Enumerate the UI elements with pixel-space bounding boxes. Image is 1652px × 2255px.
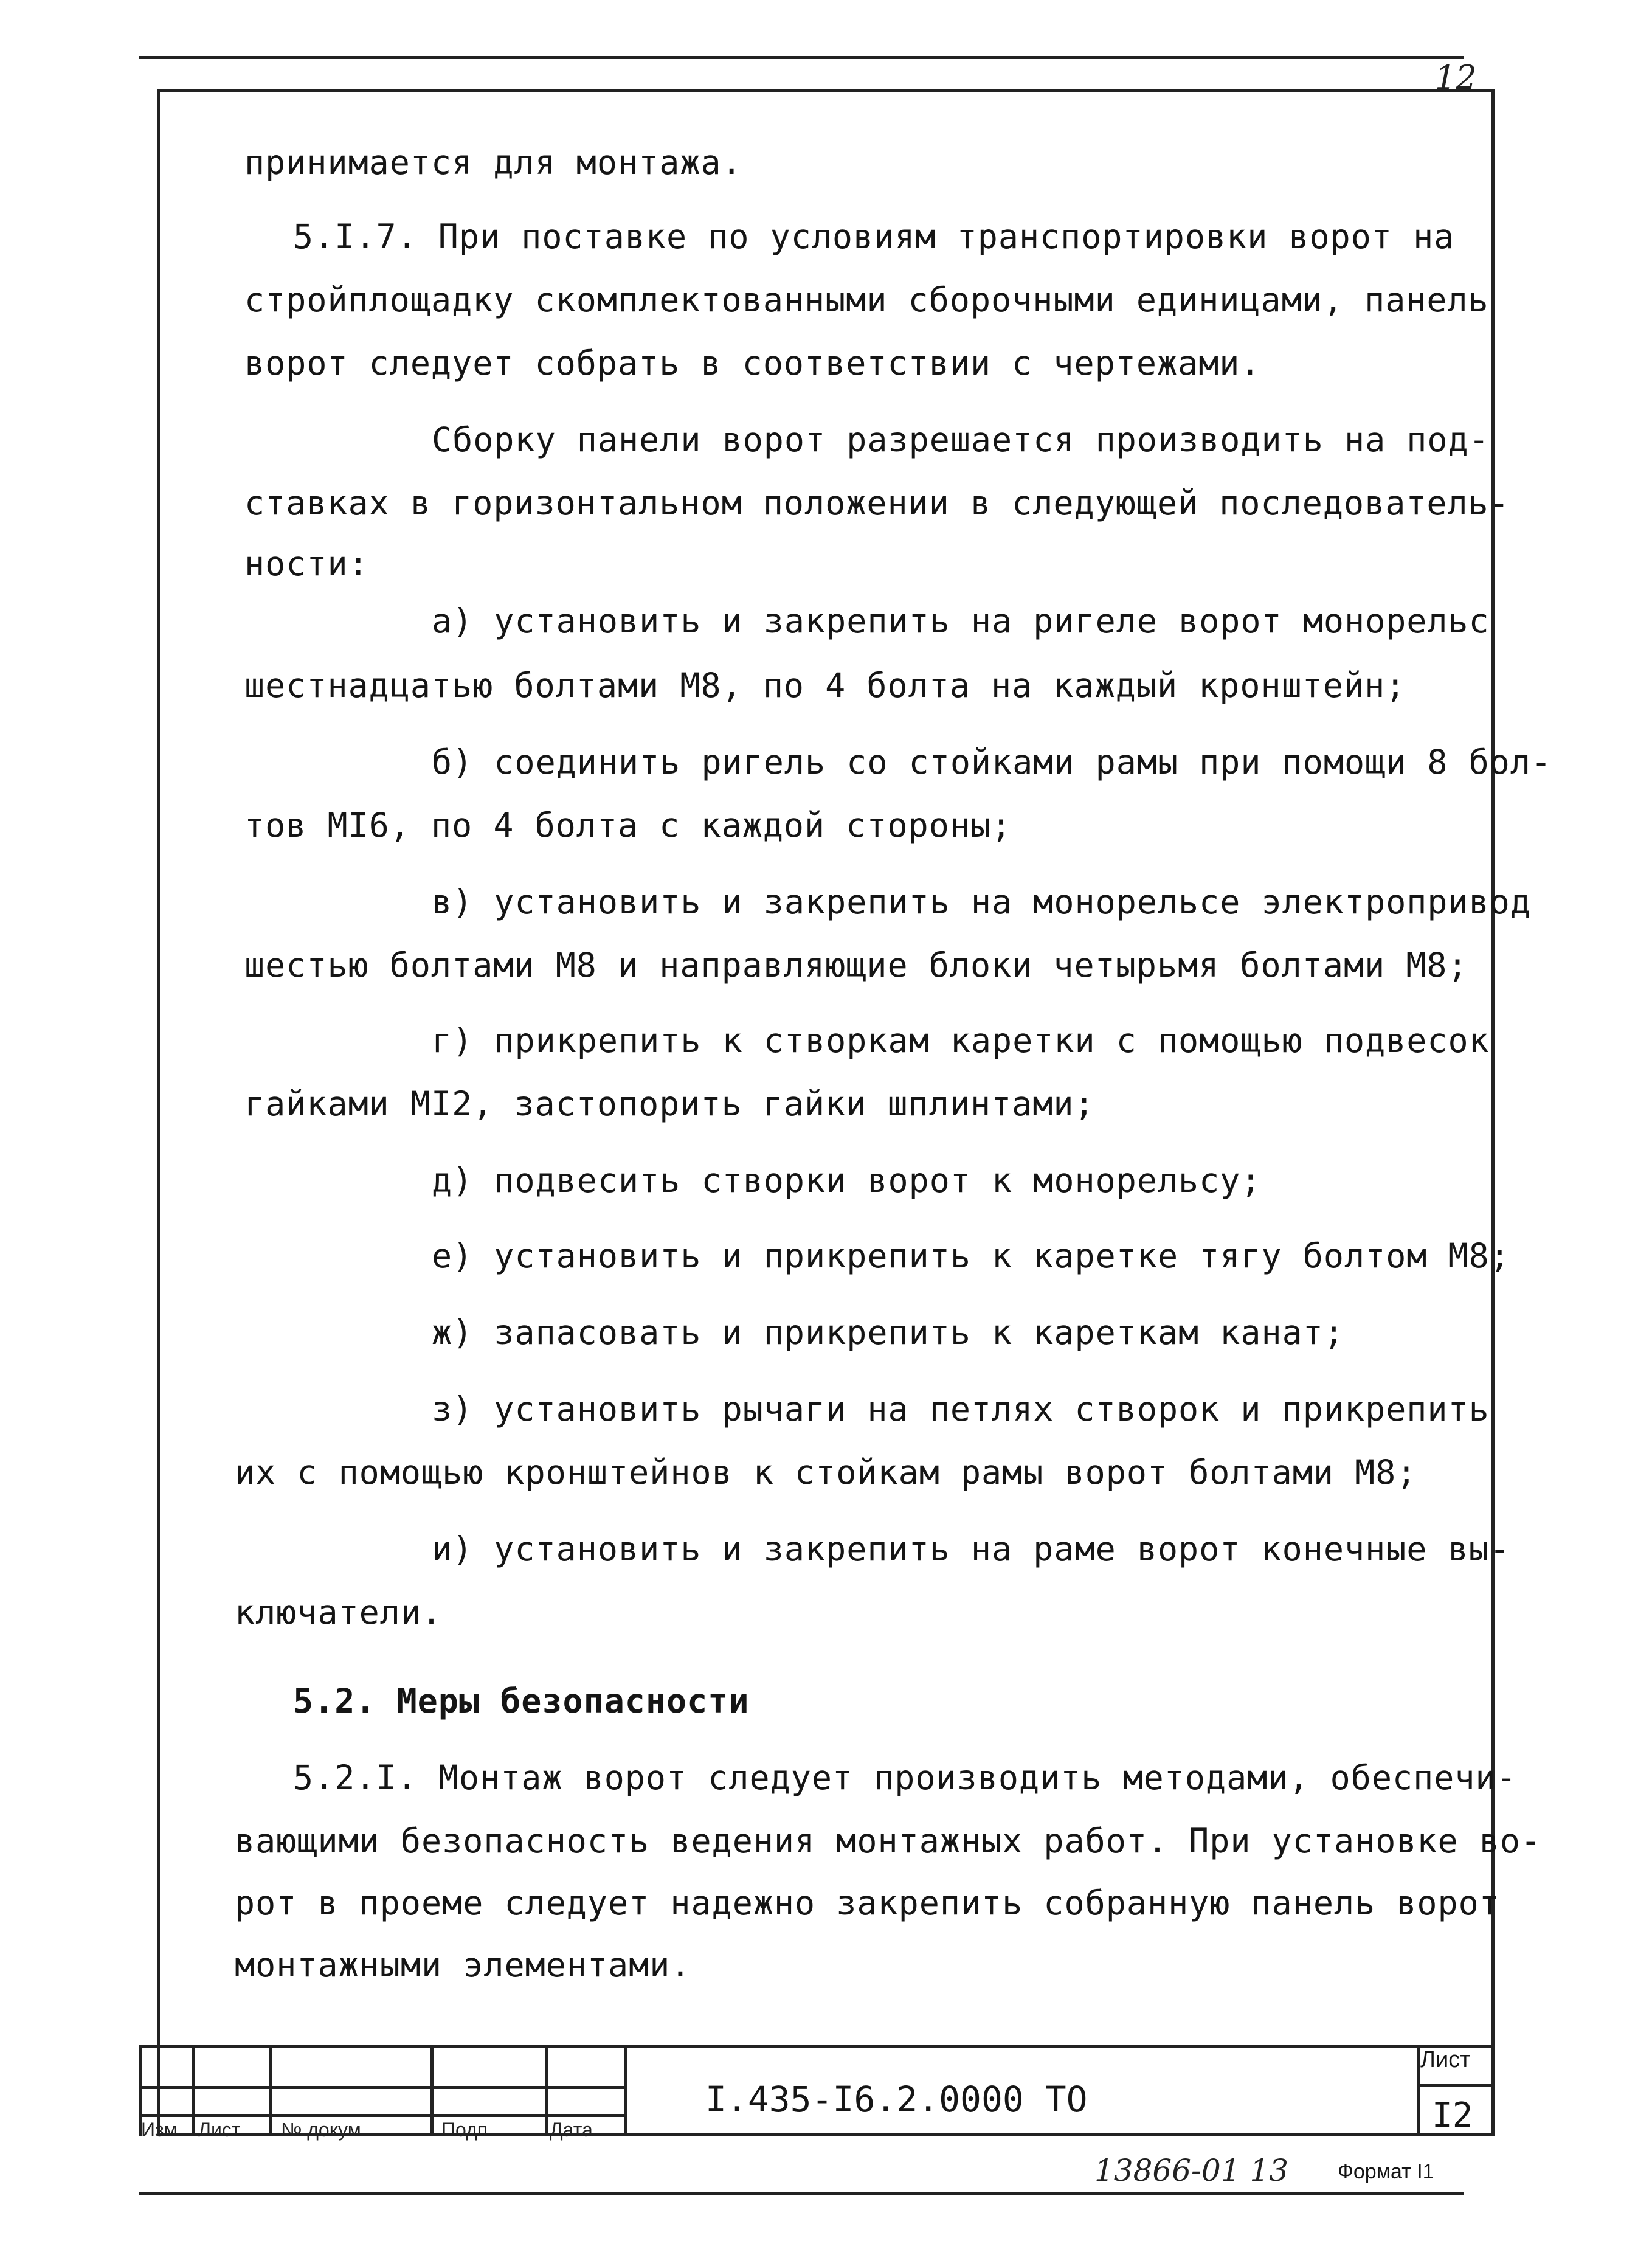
text-line: вающими безопасность ведения монтажных работ. При установке во- bbox=[235, 1821, 1542, 1860]
title-block-rule bbox=[139, 2086, 625, 2089]
title-block-label-sheet: Лист bbox=[198, 2119, 241, 2141]
bottom-rule bbox=[139, 2192, 1464, 2195]
text-line: монтажными элементами. bbox=[235, 1945, 691, 1984]
text-line: ности: bbox=[244, 544, 369, 583]
title-block-rule bbox=[1417, 2045, 1420, 2136]
title-block-rule bbox=[269, 2045, 272, 2136]
title-block-label-change: Изм bbox=[141, 2119, 178, 2141]
title-block-rule bbox=[192, 2045, 195, 2136]
text-line: 5.I.7. При поставке по условиям транспортировки ворот на bbox=[293, 217, 1455, 256]
text-line: их с помощью кронштейнов к стойкам рамы ворот болтами М8; bbox=[235, 1453, 1417, 1492]
sheet-label: Лист bbox=[1420, 2047, 1471, 2073]
title-block-rule bbox=[139, 2114, 625, 2117]
footer-code: 13866-01 13 bbox=[1094, 2153, 1289, 2188]
text-line: шестнадцатью болтами М8, по 4 болта на каждый кронштейн; bbox=[244, 666, 1406, 705]
top-rule bbox=[139, 56, 1464, 59]
text-line: а) установить и закрепить на ригеле ворот монорельс bbox=[432, 601, 1490, 640]
text-line: и) установить и закрепить на раме ворот конечные вы- bbox=[432, 1529, 1510, 1568]
page-corner-number: 12 bbox=[1435, 58, 1477, 97]
text-line: рот в проеме следует надежно закрепить собранную панель ворот bbox=[235, 1883, 1500, 1922]
text-line: з) установить рычаги на петлях створок и прикрепить bbox=[432, 1390, 1490, 1429]
footer-format: Формат I1 bbox=[1338, 2160, 1434, 2183]
text-line: г) прикрепить к створкам каретки с помощью подвесок bbox=[432, 1021, 1490, 1060]
text-line: стройплощадку скомплектованными сборочными единицами, панель bbox=[244, 280, 1489, 319]
title-block-rule bbox=[430, 2045, 434, 2136]
text-line: принимается для монтажа. bbox=[244, 143, 742, 182]
title-block-label-doc: № докум. bbox=[281, 2119, 367, 2141]
title-block-rule bbox=[624, 2045, 627, 2136]
document-number: I.435-I6.2.0000 ТО bbox=[705, 2079, 1088, 2120]
text-line: 5.2.I. Монтаж ворот следует производить методами, обеспечи- bbox=[293, 1758, 1517, 1797]
text-line: ключатели. bbox=[235, 1593, 443, 1632]
text-line: тов МI6, по 4 болта с каждой стороны; bbox=[244, 806, 1012, 845]
text-line: е) установить и прикрепить к каретке тягу болтом М8; bbox=[432, 1236, 1510, 1275]
text-line: б) соединить ригель со стойками рамы при помощи 8 бол- bbox=[432, 743, 1552, 781]
text-line: шестью болтами М8 и направляющие блоки четырьмя болтами М8; bbox=[244, 946, 1468, 985]
text-line: д) подвесить створки ворот к монорельсу; bbox=[432, 1161, 1262, 1200]
text-line: Сборку панели ворот разрешается производить на под- bbox=[432, 420, 1490, 459]
sheet-number: I2 bbox=[1432, 2096, 1473, 2135]
title-block-label-sign: Подп. bbox=[441, 2119, 493, 2141]
text-line: ставках в горизонтальном положении в следующей последователь- bbox=[244, 483, 1510, 522]
text-line: ворот следует собрать в соответствии с чертежами. bbox=[244, 344, 1261, 383]
title-block-rule bbox=[545, 2045, 548, 2136]
title-block-label-date: Дата bbox=[550, 2119, 593, 2141]
title-block-rule bbox=[1417, 2084, 1495, 2087]
title-block-rule bbox=[139, 2045, 1495, 2048]
section-heading: 5.2. Меры безопасности bbox=[293, 1682, 750, 1720]
text-line: гайками МI2, застопорить гайки шплинтами; bbox=[244, 1084, 1095, 1123]
text-line: ж) запасовать и прикрепить к кареткам канат; bbox=[432, 1313, 1344, 1352]
text-line: в) установить и закрепить на монорельсе электропривод bbox=[432, 882, 1531, 921]
